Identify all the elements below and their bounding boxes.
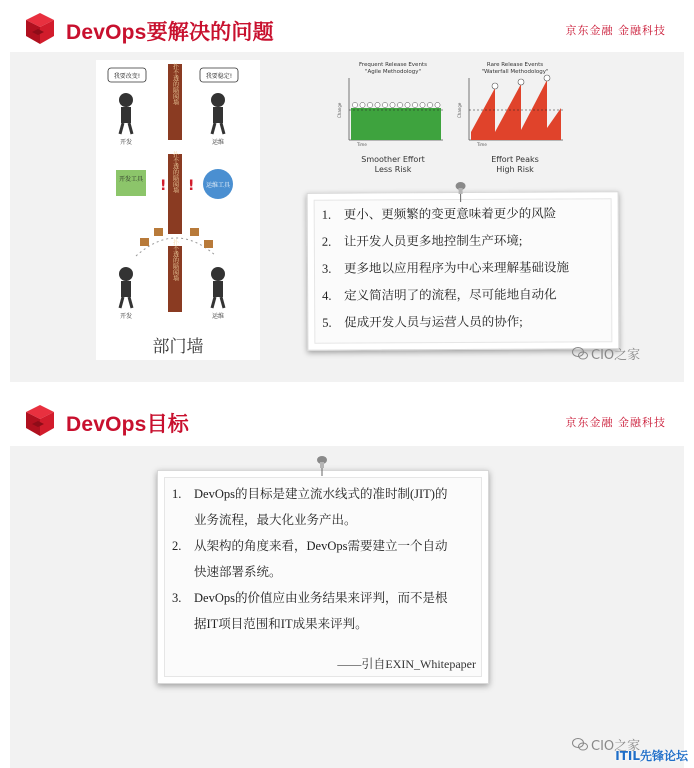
release-event-marker (390, 102, 395, 107)
chart-left-area (351, 108, 441, 140)
dev-figure-bottom (119, 267, 133, 308)
chart-right-ylabel: Change (457, 102, 462, 118)
chart-left-title-2: "Agile Methodology" (364, 69, 422, 75)
quote-source: ——引自EXIN_Whitepaper (337, 657, 476, 671)
release-event-marker (405, 102, 410, 107)
brand-text: 京东金融 金融科技 (565, 24, 666, 37)
chart-left-title-1: Frequent Release Events (359, 62, 427, 68)
release-event-marker (382, 102, 387, 107)
goals-card (157, 470, 489, 684)
dev-tools-box-text: 开发工具 (118, 176, 144, 183)
release-event-marker (412, 102, 417, 107)
list-item: 1. DevOps的目标是建立流水线式的准时制(JIT)的 业务流程，最大化业务产出。 (172, 487, 448, 527)
chart-right-title-2: "Waterfall Methodology" (481, 69, 549, 75)
bubble-left-text: 我要改变! (113, 73, 141, 80)
release-event-marker (367, 102, 372, 107)
release-event-marker (360, 102, 365, 107)
list-item: 4. 定义简洁明了的流程，尽可能地自动化 (322, 287, 557, 303)
wechat-icon (572, 347, 588, 360)
chart-left-xlabel: Time (357, 142, 367, 147)
list-item: 2. 让开发人员更多地控制生产环境; (321, 233, 523, 249)
agile-release-events (352, 102, 440, 107)
department-wall-illustration (96, 60, 260, 360)
ops-tools-circle-text: 运维工具 (205, 182, 231, 189)
release-event-marker (435, 102, 440, 107)
chart-right-caption-2: High Risk (496, 165, 534, 174)
pushpin-icon (454, 181, 468, 203)
list-item: 3. DevOps的价值应由业务结果来评判，而不是根 据IT项目范围和IT成果来评判。 (172, 591, 448, 631)
list-item: 2. 从架构的角度来看，DevOps需要建立一个自动 快速部署系统。 (172, 539, 448, 579)
watermark (572, 344, 640, 363)
jd-cube-logo-icon (22, 10, 58, 48)
label-ops-top: 运维 (211, 139, 225, 146)
wall-text-2: 扑不透的隔阂墙 (171, 151, 179, 193)
release-event-marker (375, 102, 380, 107)
slide-title: DevOps要解决的问题 (66, 21, 274, 44)
watermark-text: CIO之家 (591, 739, 641, 754)
pushpin-icon (315, 455, 329, 477)
bubble-right-text: 我要稳定! (205, 73, 233, 80)
dev-figure-top (119, 93, 133, 134)
wall-text-3: 扑不透的隔阂墙 (171, 239, 179, 281)
brand-text: 京东金融 金融科技 (565, 416, 666, 429)
wall-caption: 部门墙 (152, 337, 204, 357)
goals-list (158, 471, 488, 637)
chart-left-caption-1: Smoother Effort (361, 155, 425, 164)
problems-list (308, 192, 619, 343)
chart-left-ylabel: Change (337, 102, 342, 118)
ops-figure-bottom (211, 267, 225, 308)
release-event-marker (420, 102, 425, 107)
label-dev-bottom: 开发 (119, 313, 133, 320)
department-wall-drawing (96, 60, 260, 330)
release-event-marker (397, 102, 402, 107)
slide-devops-problems (0, 0, 694, 382)
release-event-marker (427, 102, 432, 107)
wall-text-1: 扑不透的隔阂墙 (171, 63, 179, 105)
list-item: 5. 促成开发人员与运营人员的协作; (322, 314, 523, 330)
chart-right-caption-1: Effort Peaks (491, 155, 539, 164)
list-item: 1. 更小、更频繁的变更意味着更少的风险 (321, 206, 557, 222)
release-event-marker (352, 102, 357, 107)
label-dev-top: 开发 (119, 139, 133, 146)
release-charts (335, 58, 575, 178)
problems-card (307, 191, 620, 351)
list-item: 3. 更多地以应用程序为中心来理解基础设施 (321, 260, 570, 276)
jd-cube-logo-icon (22, 402, 58, 440)
watermark-text: CIO之家 (591, 348, 641, 363)
slide-title: DevOps目标 (66, 413, 189, 436)
ops-figure-top (211, 93, 225, 134)
chart-right-xlabel: Time (477, 142, 487, 147)
svg-text:!: ! (188, 178, 195, 194)
label-ops-bottom: 运维 (211, 313, 225, 320)
chart-right-title-1: Rare Release Events (486, 62, 544, 68)
svg-text:!: ! (160, 178, 167, 194)
wechat-icon (572, 738, 588, 751)
chart-left-caption-2: Less Risk (374, 165, 412, 174)
footer-watermark: ITIL先锋论坛 (615, 749, 688, 763)
chart-right-area (471, 80, 561, 140)
